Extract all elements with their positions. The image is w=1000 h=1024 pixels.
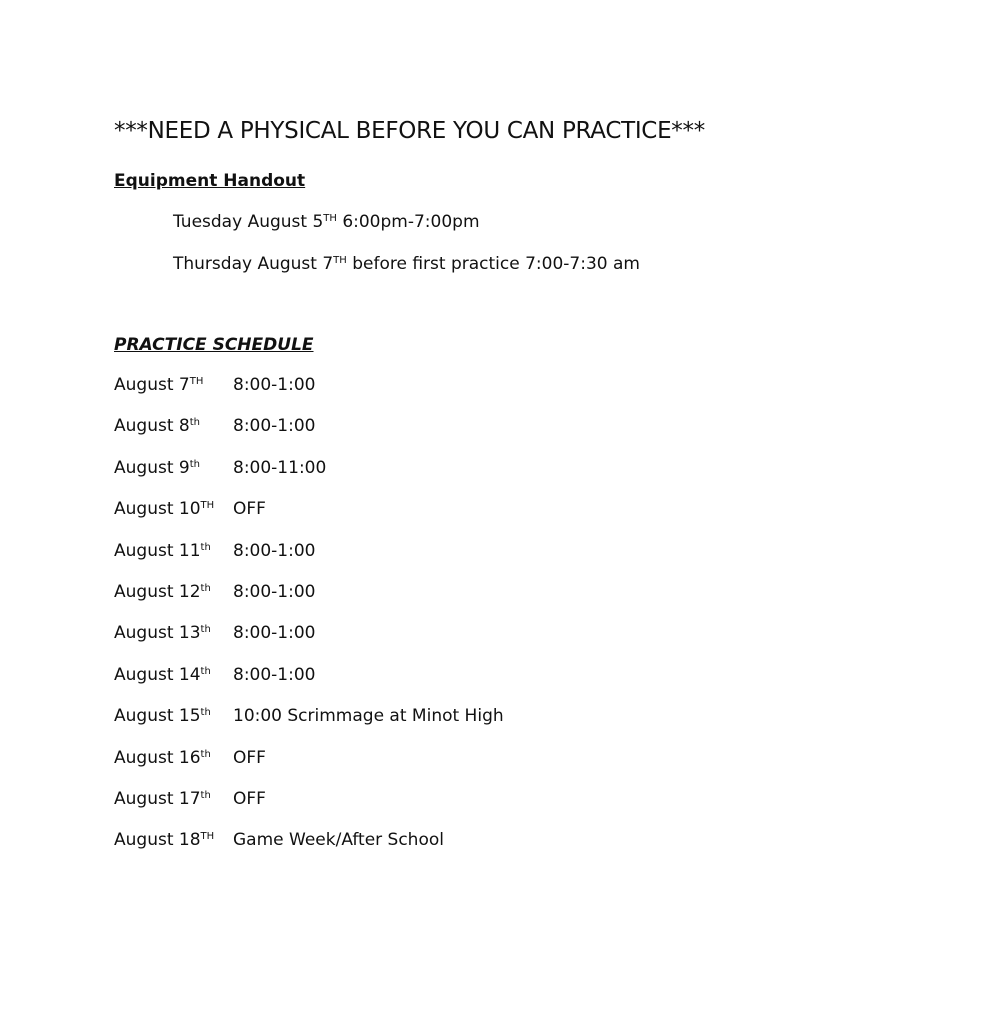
- schedule-date: [114, 582, 233, 602]
- schedule-row: [114, 748, 504, 789]
- date-text: August 8: [114, 416, 190, 437]
- date-suffix: TH: [333, 255, 347, 266]
- schedule-row: [114, 582, 504, 623]
- schedule-date: [114, 375, 233, 395]
- schedule-row: [114, 623, 504, 664]
- date-text: August 7: [114, 375, 190, 395]
- schedule-date: [114, 830, 233, 850]
- schedule-date: [114, 706, 233, 726]
- date-text: August 17: [114, 788, 201, 809]
- schedule-date: [114, 416, 233, 436]
- date-text: August 13: [114, 623, 201, 644]
- schedule-time: 10:00 Scrimmage at Minot High: [233, 706, 504, 727]
- schedule-time: 8:00-1:00: [233, 416, 316, 437]
- physical-requirement-headline: ***NEED A PHYSICAL BEFORE YOU CAN PRACTICE***: [114, 118, 705, 144]
- date-suffix: th: [200, 748, 211, 760]
- schedule-date: [114, 499, 233, 519]
- schedule-row: [114, 541, 504, 582]
- schedule-row: [114, 458, 504, 499]
- date-suffix: TH: [200, 500, 215, 512]
- schedule-time: 8:00-11:00: [233, 457, 327, 478]
- date-text: August 14: [114, 664, 201, 685]
- date-text: August 15: [114, 706, 201, 727]
- date-text: August 12: [114, 581, 201, 602]
- date-text: August 9: [114, 457, 190, 478]
- schedule-time: 8:00-1:00: [233, 664, 316, 685]
- schedule-row: [114, 665, 504, 706]
- date-suffix: th: [189, 417, 200, 429]
- schedule-date: [114, 541, 233, 561]
- date-suffix: th: [200, 707, 211, 719]
- date-suffix: th: [189, 458, 200, 470]
- schedule-time: OFF: [233, 747, 266, 768]
- date-text: August 10: [114, 499, 201, 520]
- date-text: August 16: [114, 747, 201, 768]
- schedule-date: [114, 665, 233, 685]
- date-suffix: TH: [323, 213, 337, 224]
- schedule-time: OFF: [233, 788, 266, 809]
- date-suffix: TH: [200, 831, 215, 843]
- schedule-row: [114, 375, 504, 416]
- handout-detail: before first practice 7:00-7:30 am: [346, 254, 640, 274]
- date-suffix: th: [200, 582, 211, 594]
- practice-schedule-heading: PRACTICE SCHEDULE: [114, 335, 314, 355]
- schedule-time: Game Week/After School: [233, 830, 444, 851]
- schedule-time: 8:00-1:00: [233, 540, 316, 561]
- schedule-row: [114, 789, 504, 830]
- date-text: August 18: [114, 830, 201, 851]
- date-suffix: th: [200, 624, 211, 636]
- equipment-handout-line: [173, 254, 640, 274]
- schedule-time: OFF: [233, 499, 266, 520]
- schedule-row: [114, 416, 504, 457]
- handout-day: Tuesday August 5: [173, 212, 324, 232]
- date-suffix: th: [200, 665, 211, 677]
- date-text: August 11: [114, 540, 201, 561]
- equipment-handout-heading: Equipment Handout: [114, 171, 306, 191]
- schedule-row: [114, 706, 504, 747]
- schedule-date: [114, 748, 233, 768]
- date-suffix: th: [200, 541, 211, 553]
- schedule-time: 8:00-1:00: [233, 581, 316, 602]
- schedule-date: [114, 789, 233, 809]
- handout-day: Thursday August 7: [173, 254, 334, 274]
- schedule-row: [114, 499, 504, 540]
- handout-detail: 6:00pm-7:00pm: [336, 212, 480, 232]
- schedule-row: [114, 830, 504, 871]
- schedule-time: 8:00-1:00: [233, 375, 316, 395]
- practice-schedule-list: [114, 375, 504, 872]
- schedule-time: 8:00-1:00: [233, 623, 316, 644]
- schedule-date: [114, 623, 233, 643]
- date-suffix: th: [200, 789, 211, 801]
- date-suffix: TH: [189, 376, 204, 387]
- schedule-date: [114, 458, 233, 478]
- equipment-handout-line: [173, 212, 480, 232]
